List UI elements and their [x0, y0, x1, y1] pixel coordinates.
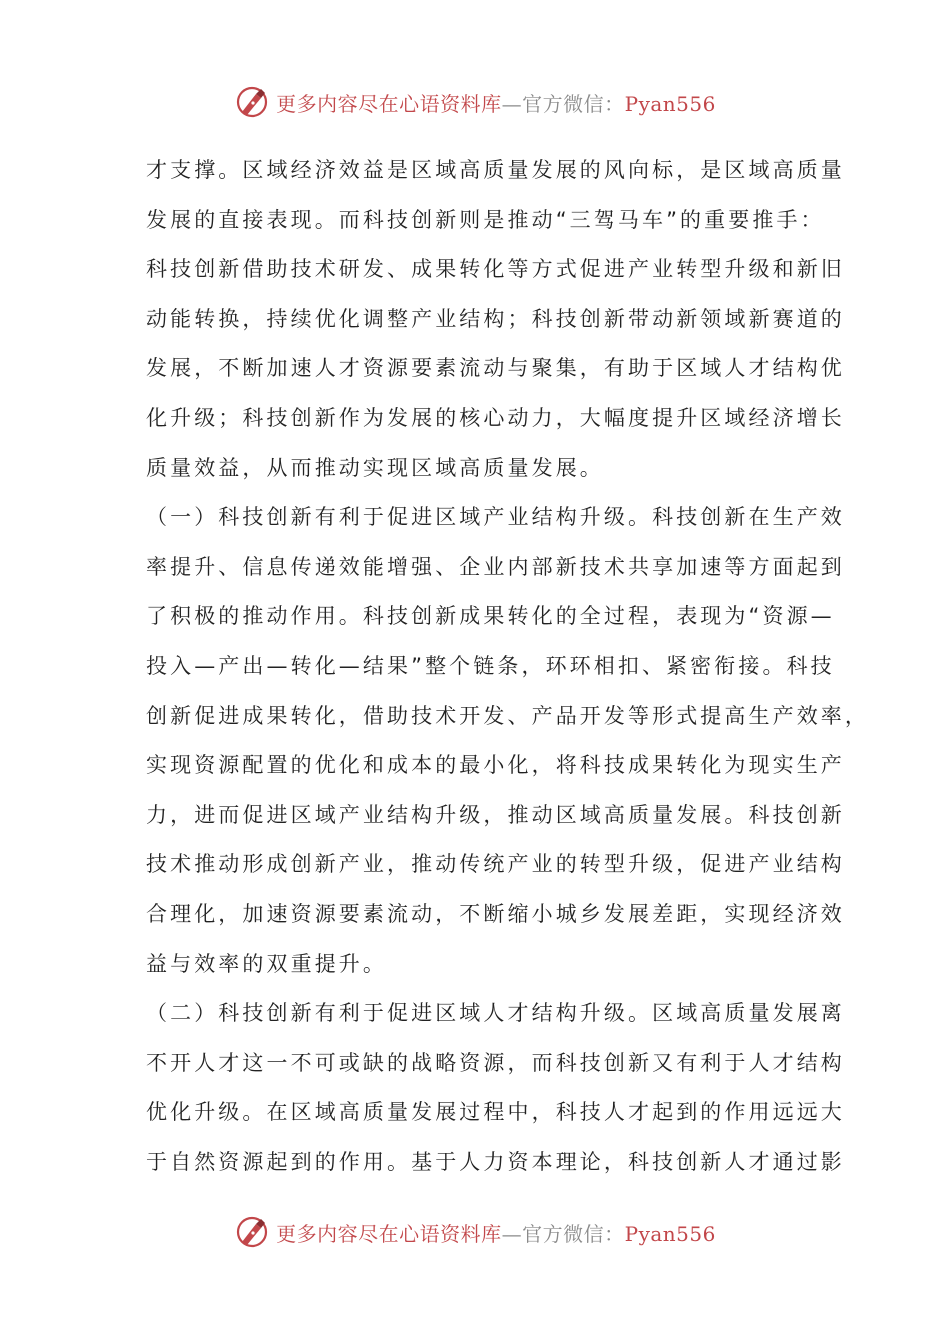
text-line: 质量效益，从而推动实现区域高质量发展。 — [146, 455, 604, 480]
text-line: 科技创新借助技术研发、成果转化等方式促进产业转型升级和新旧 — [146, 257, 845, 282]
wechat-label: 官方微信： — [522, 1221, 625, 1246]
wechat-id: Pyan556 — [624, 91, 716, 116]
text-line: 力，进而促进区域产业结构升级，推动区域高质量发展。科技创新 — [146, 802, 845, 827]
banner-dash: — — [501, 1221, 523, 1246]
text-line: 技术推动形成创新产业，推动传统产业的转型升级，促进产业结构 — [146, 852, 845, 877]
text-line: 了积极的推动作用。科技创新成果转化的全过程，表现为“资源— — [146, 604, 835, 629]
text-line: 化升级；科技创新作为发展的核心动力，大幅度提升区域经济增长 — [146, 405, 845, 430]
header-banner — [0, 80, 950, 124]
pen-nib-icon — [234, 1214, 270, 1250]
text-line: 发展的直接表现。而科技创新则是推动“三驾马车”的重要推手： — [146, 207, 825, 232]
wechat-label: 官方微信： — [522, 91, 625, 116]
header-banner-text — [276, 88, 716, 117]
document-body — [146, 146, 869, 1187]
text-line: 动能转换，持续优化调整产业结构；科技创新带动新领域新赛道的 — [146, 306, 845, 331]
footer-banner-text — [276, 1218, 716, 1247]
footer-banner — [0, 1210, 950, 1254]
wechat-id: Pyan556 — [624, 1221, 716, 1246]
brand-name: 更多内容尽在心语资料库 — [276, 91, 502, 116]
text-line: 实现资源配置的优化和成本的最小化，将科技成果转化为现实生产 — [146, 753, 845, 778]
text-line: 优化升级。在区域高质量发展过程中，科技人才起到的作用远远大 — [146, 1100, 845, 1125]
text-line: 创新促进成果转化，借助技术开发、产品开发等形式提高生产效率， — [146, 703, 869, 728]
text-line: （一）科技创新有利于促进区域产业结构升级。科技创新在生产效 — [146, 505, 845, 530]
pen-nib-icon — [234, 84, 270, 120]
brand-name: 更多内容尽在心语资料库 — [276, 1221, 502, 1246]
text-line: 发展，不断加速人才资源要素流动与聚集，有助于区域人才结构优 — [146, 356, 845, 381]
text-line: 才支撑。区域经济效益是区域高质量发展的风向标，是区域高质量 — [146, 158, 845, 182]
text-line: 率提升、信息传递效能增强、企业内部新技术共享加速等方面起到 — [146, 554, 845, 579]
text-line: 于自然资源起到的作用。基于人力资本理论，科技创新人才通过影 — [146, 1149, 845, 1174]
text-line: （二）科技创新有利于促进区域人才结构升级。区域高质量发展离 — [146, 1001, 845, 1026]
banner-dash: — — [501, 91, 523, 116]
text-line: 不开人才这一不可或缺的战略资源，而科技创新又有利于人才结构 — [146, 1050, 845, 1075]
text-line: 益与效率的双重提升。 — [146, 951, 387, 976]
text-line: 合理化，加速资源要素流动，不断缩小城乡发展差距，实现经济效 — [146, 901, 845, 926]
text-line: 投入—产出—转化—结果”整个链条，环环相扣、紧密衔接。科技 — [146, 653, 835, 678]
